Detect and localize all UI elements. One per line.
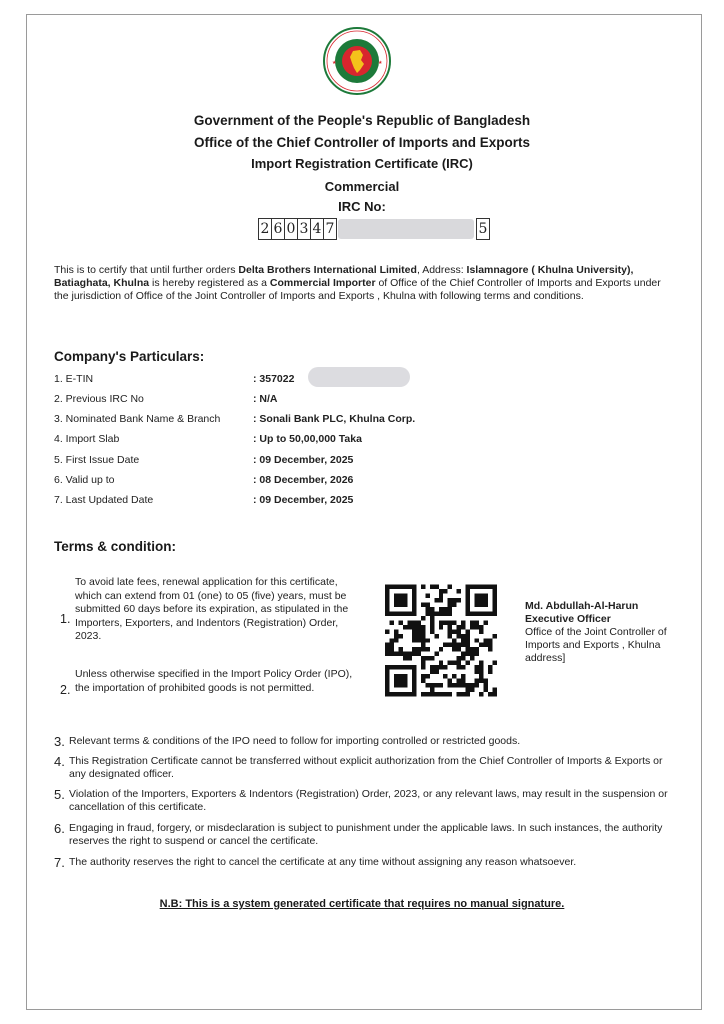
qr-module xyxy=(421,585,425,589)
qr-module xyxy=(425,602,429,606)
qr-module xyxy=(475,638,479,642)
qr-module xyxy=(398,647,402,651)
qr-module xyxy=(394,634,398,638)
qr-module xyxy=(434,611,438,615)
header-line-2: Office of the Chief Controller of Imports and Exports xyxy=(193,135,531,150)
qr-module xyxy=(479,665,483,669)
qr-module xyxy=(479,625,483,629)
qr-module xyxy=(421,643,425,647)
registration-type: Commercial Importer xyxy=(269,277,376,289)
qr-module xyxy=(457,625,461,629)
qr-module xyxy=(385,629,389,633)
qr-module xyxy=(412,634,416,638)
particulars-row: 4. Import Slab : Up to 50,00,000 Taka xyxy=(54,433,362,445)
qr-module xyxy=(452,638,456,642)
qr-module xyxy=(430,683,434,687)
government-seal-icon xyxy=(322,26,392,96)
qr-module xyxy=(443,611,447,615)
qr-module xyxy=(407,652,411,656)
qr-module xyxy=(448,585,452,589)
qr-module xyxy=(461,620,465,624)
irc-digit: 4 xyxy=(310,218,324,240)
qr-module xyxy=(412,652,416,656)
qr-module xyxy=(421,602,425,606)
qr-module xyxy=(421,616,425,620)
signatory-office: Office of the Joint Controller of Imports and Exports , Khulna xyxy=(525,626,667,651)
qr-module xyxy=(425,674,429,678)
qr-module xyxy=(416,638,420,642)
particulars-row: 5. First Issue Date : 09 December, 2025 xyxy=(54,454,354,466)
qr-module xyxy=(394,652,398,656)
qr-module xyxy=(448,602,452,606)
qr-module xyxy=(439,593,443,597)
etin-redacted xyxy=(308,367,410,387)
qr-module xyxy=(452,643,456,647)
term-number: 1. xyxy=(60,612,71,626)
qr-module xyxy=(488,638,492,642)
qr-module xyxy=(416,629,420,633)
irc-redacted xyxy=(338,219,474,239)
qr-module xyxy=(461,652,465,656)
qr-module xyxy=(434,598,438,602)
qr-module xyxy=(479,670,483,674)
qr-module xyxy=(425,611,429,615)
qr-module xyxy=(466,647,470,651)
qr-module xyxy=(434,670,438,674)
qr-module xyxy=(412,647,416,651)
qr-module xyxy=(484,679,488,683)
qr-module xyxy=(430,620,434,624)
qr-module xyxy=(421,661,425,665)
header-line-3: Import Registration Certificate (IRC) xyxy=(251,156,473,171)
qr-finder xyxy=(394,593,407,606)
qr-module xyxy=(421,674,425,678)
qr-module xyxy=(448,611,452,615)
qr-module xyxy=(439,589,443,593)
qr-module xyxy=(430,656,434,660)
qr-module xyxy=(412,629,416,633)
qr-module xyxy=(452,661,456,665)
qr-module xyxy=(475,625,479,629)
irc-digit: 5 xyxy=(476,218,490,240)
qr-module xyxy=(394,638,398,642)
qr-module xyxy=(412,625,416,629)
qr-module xyxy=(452,620,456,624)
qr-finder xyxy=(475,593,488,606)
qr-module xyxy=(434,585,438,589)
qr-module xyxy=(493,661,497,665)
qr-module xyxy=(412,638,416,642)
qr-module xyxy=(488,643,492,647)
qr-module xyxy=(430,692,434,696)
qr-module xyxy=(488,692,492,696)
qr-module xyxy=(403,625,407,629)
qr-module xyxy=(461,643,465,647)
qr-module xyxy=(484,620,488,624)
irc-digit: 6 xyxy=(271,218,285,240)
qr-module xyxy=(461,679,465,683)
particulars-title: Company's Particulars: xyxy=(54,349,205,364)
qr-module xyxy=(457,661,461,665)
system-generated-note: N.B: This is a system generated certificate that requires no manual signature. xyxy=(159,898,565,910)
qr-module xyxy=(479,629,483,633)
qr-module xyxy=(407,620,411,624)
qr-module xyxy=(398,652,402,656)
terms-title: Terms & condition: xyxy=(54,539,177,554)
qr-module xyxy=(457,656,461,660)
irc-number-boxes xyxy=(258,218,489,240)
qr-module xyxy=(434,652,438,656)
qr-module xyxy=(439,598,443,602)
qr-module xyxy=(461,634,465,638)
particulars-row: 2. Previous IRC No : N/A xyxy=(54,393,278,405)
qr-module xyxy=(430,625,434,629)
qr-module xyxy=(475,679,479,683)
qr-module xyxy=(439,665,443,669)
qr-module xyxy=(434,665,438,669)
qr-module xyxy=(475,620,479,624)
qr-module xyxy=(466,634,470,638)
qr-module xyxy=(479,661,483,665)
signatory-address: address] xyxy=(525,652,566,664)
qr-module xyxy=(443,674,447,678)
qr-module xyxy=(443,665,447,669)
qr-module xyxy=(466,629,470,633)
qr-module xyxy=(448,598,452,602)
qr-module xyxy=(461,638,465,642)
svg-text:★: ★ xyxy=(378,60,383,66)
qr-module xyxy=(448,620,452,624)
qr-module xyxy=(439,683,443,687)
qr-module xyxy=(416,625,420,629)
qr-code-icon xyxy=(385,583,497,698)
qr-module xyxy=(448,692,452,696)
particulars-row: 6. Valid up to : 08 December, 2026 xyxy=(54,474,354,486)
qr-module xyxy=(398,620,402,624)
qr-module xyxy=(448,625,452,629)
qr-module xyxy=(434,634,438,638)
qr-module xyxy=(457,679,461,683)
qr-module xyxy=(479,679,483,683)
qr-module xyxy=(475,683,479,687)
qr-module xyxy=(466,638,470,642)
company-name: Delta Brothers International Limited xyxy=(238,264,417,276)
qr-module xyxy=(421,656,425,660)
qr-module xyxy=(389,647,393,651)
qr-module xyxy=(425,593,429,597)
qr-module xyxy=(479,674,483,678)
qr-module xyxy=(430,585,434,589)
qr-module xyxy=(493,692,497,696)
qr-module xyxy=(434,692,438,696)
qr-module xyxy=(457,692,461,696)
qr-module xyxy=(457,629,461,633)
qr-module xyxy=(416,652,420,656)
qr-module xyxy=(421,629,425,633)
qr-module xyxy=(448,661,452,665)
qr-module xyxy=(421,679,425,683)
irc-digit: 0 xyxy=(284,218,298,240)
qr-module xyxy=(389,638,393,642)
qr-module xyxy=(479,643,483,647)
irc-digit: 7 xyxy=(323,218,337,240)
qr-module xyxy=(389,620,393,624)
qr-module xyxy=(430,629,434,633)
qr-module xyxy=(466,692,470,696)
qr-module xyxy=(484,688,488,692)
qr-module xyxy=(461,656,465,660)
qr-module xyxy=(412,620,416,624)
qr-module xyxy=(385,643,389,647)
qr-module xyxy=(493,634,497,638)
qr-module xyxy=(425,683,429,687)
qr-module xyxy=(407,625,411,629)
particulars-row: 3. Nominated Bank Name & Branch : Sonali Bank PLC, Khulna Corp. xyxy=(54,413,416,425)
qr-module xyxy=(493,688,497,692)
qr-module xyxy=(439,661,443,665)
qr-module xyxy=(484,683,488,687)
qr-module xyxy=(443,692,447,696)
qr-module xyxy=(394,629,398,633)
qr-module xyxy=(466,652,470,656)
qr-module xyxy=(470,688,474,692)
company-address: Islamnagore ( Khulna University), Batiaghata, Khulna xyxy=(54,264,634,289)
qr-module xyxy=(421,638,425,642)
particulars-row: 1. E-TIN : 357022 xyxy=(54,373,295,385)
qr-module xyxy=(457,683,461,687)
irc-digit: 2 xyxy=(258,218,272,240)
qr-module xyxy=(430,665,434,669)
irc-digit: 3 xyxy=(297,218,311,240)
qr-module xyxy=(470,652,474,656)
qr-module xyxy=(466,688,470,692)
irc-label: IRC No: xyxy=(338,199,386,214)
qr-module xyxy=(488,665,492,669)
term-item-2: Unless otherwise specified in the Import Policy Order (IPO), the importation of prohibited goods is not permitted. xyxy=(75,668,353,694)
qr-module xyxy=(470,625,474,629)
qr-module xyxy=(389,643,393,647)
qr-module xyxy=(421,647,425,651)
qr-module xyxy=(475,647,479,651)
qr-module xyxy=(484,638,488,642)
qr-module xyxy=(385,652,389,656)
qr-module xyxy=(461,692,465,696)
qr-module xyxy=(443,589,447,593)
qr-module xyxy=(443,643,447,647)
qr-module xyxy=(457,665,461,669)
particulars-row: 7. Last Updated Date : 09 December, 2025 xyxy=(54,494,354,506)
qr-module xyxy=(488,647,492,651)
qr-finder xyxy=(394,674,407,687)
qr-module xyxy=(425,607,429,611)
qr-module xyxy=(457,643,461,647)
qr-module xyxy=(457,647,461,651)
qr-module xyxy=(385,647,389,651)
qr-module xyxy=(421,634,425,638)
qr-module xyxy=(439,607,443,611)
qr-module xyxy=(425,638,429,642)
qr-module xyxy=(439,620,443,624)
signatory-designation: Executive Officer xyxy=(525,613,611,625)
qr-module xyxy=(452,683,456,687)
qr-module xyxy=(430,607,434,611)
qr-module xyxy=(421,625,425,629)
qr-module xyxy=(403,656,407,660)
qr-module xyxy=(398,634,402,638)
qr-module xyxy=(466,683,470,687)
qr-module xyxy=(479,692,483,696)
qr-module xyxy=(439,692,443,696)
signatory-block xyxy=(525,600,685,665)
qr-module xyxy=(470,656,474,660)
qr-module xyxy=(421,665,425,669)
qr-module xyxy=(421,692,425,696)
qr-module xyxy=(430,670,434,674)
qr-module xyxy=(457,598,461,602)
qr-module xyxy=(403,652,407,656)
qr-module xyxy=(416,634,420,638)
qr-module xyxy=(461,674,465,678)
qr-module xyxy=(488,670,492,674)
term-number: 2. xyxy=(60,683,71,697)
qr-module xyxy=(425,692,429,696)
qr-module xyxy=(475,670,479,674)
qr-module xyxy=(461,683,465,687)
qr-module xyxy=(452,629,456,633)
qr-module xyxy=(425,656,429,660)
qr-module xyxy=(457,589,461,593)
qr-module xyxy=(430,611,434,615)
qr-module xyxy=(430,688,434,692)
qr-module xyxy=(452,674,456,678)
qr-module xyxy=(416,620,420,624)
qr-module xyxy=(448,607,452,611)
qr-module xyxy=(416,647,420,651)
qr-module xyxy=(466,661,470,665)
svg-text:★: ★ xyxy=(332,60,337,66)
qr-module xyxy=(448,643,452,647)
qr-module xyxy=(448,679,452,683)
qr-module xyxy=(439,647,443,651)
qr-module xyxy=(407,656,411,660)
qr-module xyxy=(470,683,474,687)
qr-module xyxy=(448,683,452,687)
qr-module xyxy=(452,647,456,651)
qr-module xyxy=(484,643,488,647)
qr-module xyxy=(389,652,393,656)
header-line-4: Commercial xyxy=(324,179,400,194)
qr-module xyxy=(452,602,456,606)
signatory-name: Md. Abdullah-Al-Harun xyxy=(525,600,639,612)
qr-module xyxy=(475,652,479,656)
qr-module xyxy=(443,620,447,624)
qr-module xyxy=(466,643,470,647)
qr-module xyxy=(452,598,456,602)
qr-module xyxy=(475,665,479,669)
header-line-1: Government of the People's Republic of Bangladesh xyxy=(193,113,531,128)
qr-module xyxy=(457,634,461,638)
qr-module xyxy=(461,625,465,629)
qr-module xyxy=(448,629,452,633)
qr-module xyxy=(434,683,438,687)
qr-module xyxy=(461,665,465,669)
qr-module xyxy=(470,647,474,651)
qr-module xyxy=(430,616,434,620)
qr-module xyxy=(425,647,429,651)
term-item-1: To avoid late fees, renewal application for this certificate, which can extend from 01 (one) to 05 (five) years, must be submitted 60 days before its expiration, as stipulated in the Importers, Exporters, and Indentors (Registration) Order, 2023. xyxy=(75,576,349,642)
qr-module xyxy=(470,620,474,624)
qr-module xyxy=(439,625,443,629)
qr-module xyxy=(439,611,443,615)
qr-module xyxy=(443,607,447,611)
qr-module xyxy=(448,634,452,638)
certification-statement: This is to certify that until further orders Delta Brothers International Limited, Address: Islamnagore ( Khulna University), Batiaghata, Khulna is hereby registered as a Commercial Importer of Office of the Chief Controller of Imports and Exports under the jurisdiction of Office of the Joint Controller of Imports and Exports , Khulna with following terms and conditions. xyxy=(54,264,661,302)
